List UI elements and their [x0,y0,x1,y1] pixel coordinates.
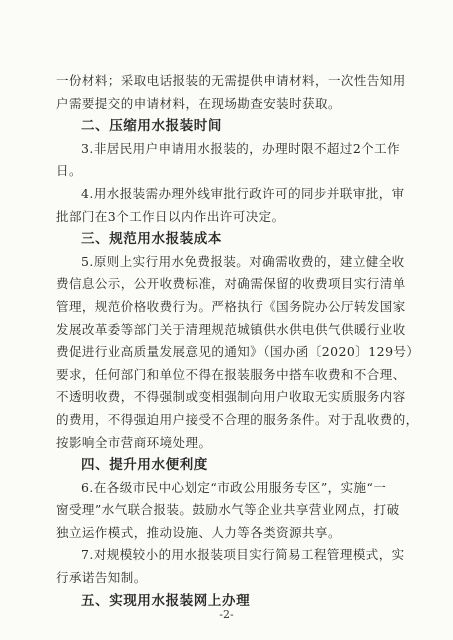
body-line: 管理，规范价格收费行为。严格执行《国务院办公厅转发国家 [56,298,406,314]
body-line: 发展改革委等部门关于清理规范城镇供水供电供气供暖行业收 [56,321,406,337]
body-line: 要求，任何部门和单位不得在报装服务中搭车收费和不合理、 [56,366,406,382]
body-line: 日。 [56,163,82,179]
section-heading: 二、压缩用水报装时间 [81,118,222,135]
body-line: 按影响全市营商环境处理。 [56,434,212,450]
body-line: 独立运作模式，推动设施、人力等各类资源共享。 [56,524,341,540]
body-line: 4.用水报装需办理外线审批行政许可的同步并联审批，审 [81,185,405,201]
body-line: 一份材料；采取电话报装的无需提供申请材料，一次性告知用 [56,73,406,88]
body-line: 户需要提交的申请材料，在现场勘查安装时获取。 [56,95,341,111]
body-line: 6.在各级市民中心划定“市政公用服务专区”，实施“一 [81,479,387,495]
body-line: 费促进行业高质量发展意见的通知》（国办函〔2020〕129号） [56,344,420,360]
page-number: -2- [219,608,234,621]
section-heading: 三、规范用水报装成本 [81,231,222,248]
body-line: 7.对规模较小的用水报装项目实行简易工程管理模式，实 [81,547,405,563]
section-heading: 五、实现用水报装网上办理 [81,592,251,609]
body-line: 窗受理”水气联合报装。鼓励水气等企业共享营业网点，打破 [56,502,400,518]
body-line: 3.非居民用户申请用水报装的，办理时限不超过2个工作 [81,140,401,156]
body-line: 不透明收费，不得强制或变相强制向用户收取无实质服务内容 [56,389,406,405]
document-body [56,70,420,612]
body-line: 批部门在3个工作日以内作出许可决定。 [56,208,285,224]
body-line: 5.原则上实行用水免费报装。对确需收费的，建立健全收 [81,253,405,269]
body-line: 行承诺告知制。 [56,570,147,586]
body-line: 的费用，不得强迫用户接受不合理的服务条件。对于乱收费的， [56,411,419,427]
section-heading: 四、提升用水便利度 [81,457,208,474]
body-line: 费信息公示，公开收费标准，对确需保留的收费项目实行清单 [56,276,406,292]
